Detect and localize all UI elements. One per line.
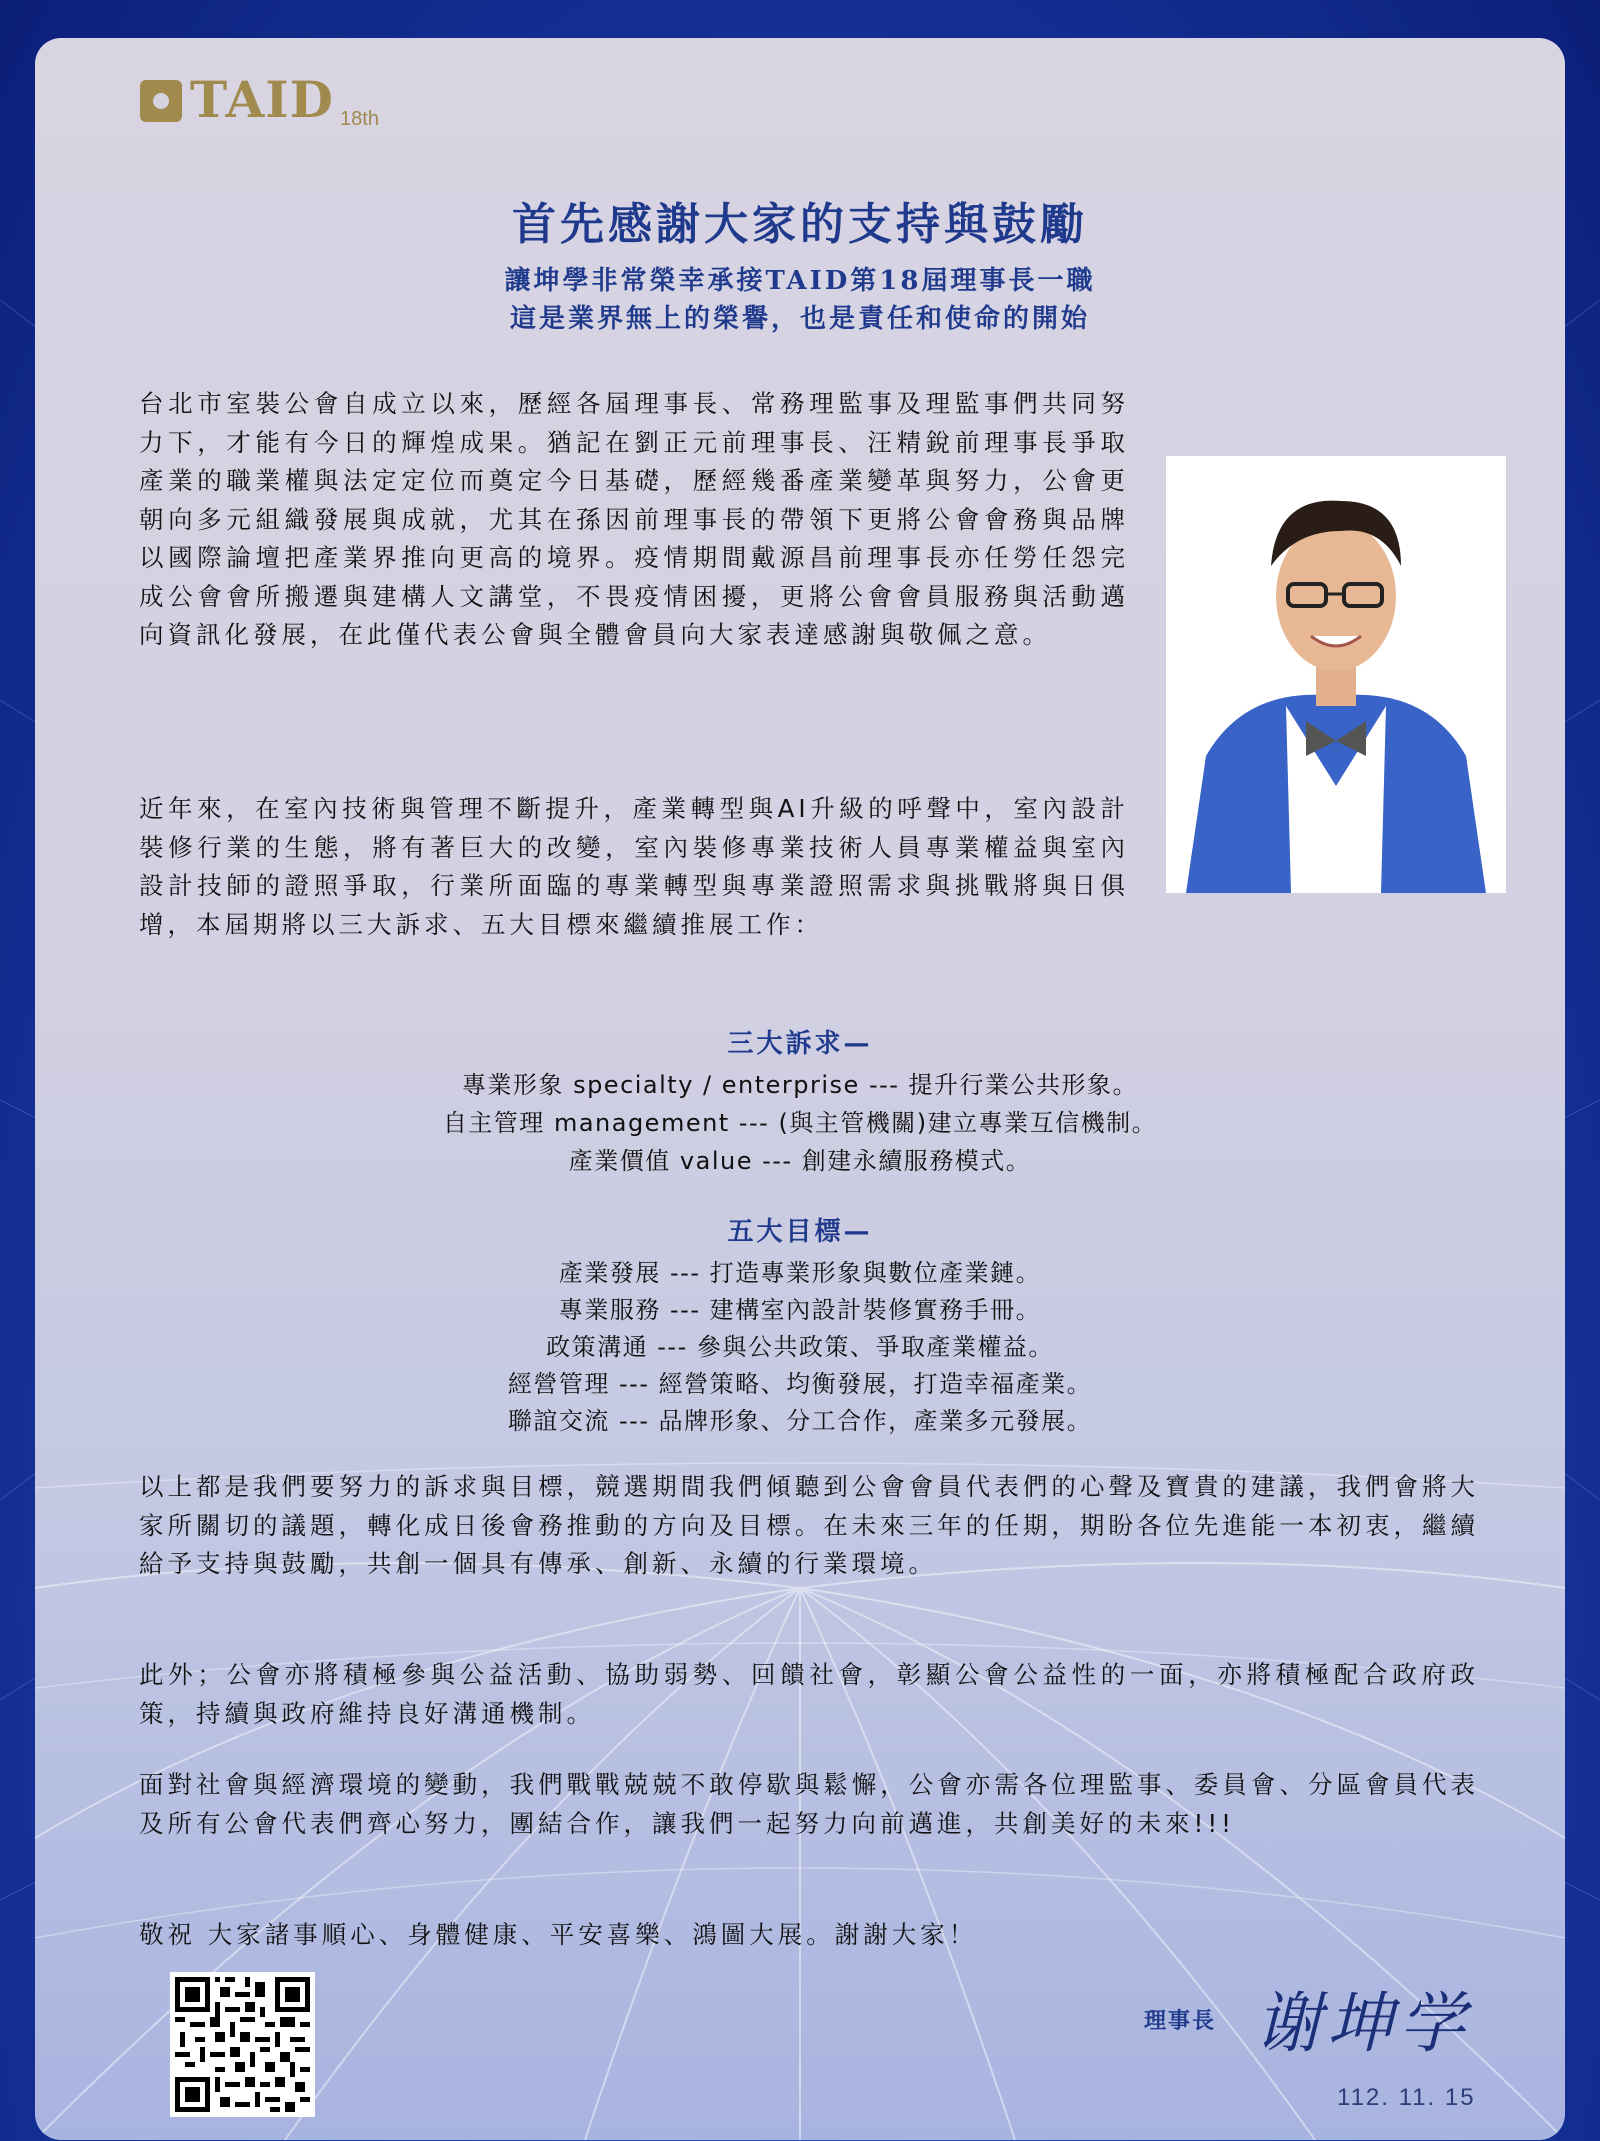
goal-item: 經營管理 --- 經營策略、均衡發展，打造幸福產業。 xyxy=(507,1370,1093,1398)
paragraph-public-welfare: 此外；公會亦將積極參與公益活動、協助弱勢、回饋社會，彰顯公會公益性的一面，亦將積極配合政府政策，持續與政府維持良好溝通機制。 xyxy=(139,1660,1479,1728)
letter-date: 112. 11. 15 xyxy=(1337,2084,1476,2111)
qr-code[interactable] xyxy=(170,1972,315,2117)
paragraph-wishes: 敬祝 大家諸事順心、身體健康、平安喜樂、鴻圖大展。謝謝大家！ xyxy=(139,1920,978,1949)
logo-mark-icon xyxy=(140,80,182,122)
goal-item: 專業服務 --- 建構室內設計裝修實務手冊。 xyxy=(558,1296,1042,1324)
paragraph-history: 台北市室裝公會自成立以來，歷經各屆理事長、常務理監事及理監事們共同努力下，才能有今日的輝煌成果。猶記在劉正元前理事長、汪精銳前理事長爭取產業的職業權與法定定位而奠定今日基礎，歷經幾番產業變革與努力，公會更朝向多元組織發展與成就，尤其在孫因前理事長的帶領下更將公會會務與品牌以國際論壇把產業界推向更高的境界。疫情期間戴源昌前理事長亦任勞任怨完成公會會所搬遷與建構人文講堂，不畏疫情困擾，更將公會會員服務與活動邁向資訊化發展，在此僅代表公會與全體會員向大家表達感謝與敬佩之意。 xyxy=(139,389,1129,649)
logo-text: TAID xyxy=(190,70,335,129)
subtitle-line-2: 這是業界無上的榮譽，也是責任和使命的開始 xyxy=(509,304,1090,334)
three-appeals-heading: 三大訴求— xyxy=(727,1029,873,1059)
paragraph-goals-summary: 以上都是我們要努力的訴求與目標，競選期間我們傾聽到公會會員代表們的心聲及寶貴的建議，我們會將大家所關切的議題，轉化成日後會務推動的方向及目標。在未來三年的任期，期盼各位先進能一本初衷，繼續給予支持與鼓勵，共創一個具有傳承、創新、永續的行業環境。 xyxy=(139,1472,1479,1578)
paragraph-outlook: 近年來，在室內技術與管理不斷提升，產業轉型與AI升級的呼聲中，室內設計裝修行業的生態，將有著巨大的改變，室內裝修專業技術人員專業權益與室內設計技師的證照爭取，行業所面臨的專業轉型與專業證照需求與挑戰將與日俱增，本屆期將以三大訴求、五大目標來繼續推展工作： xyxy=(139,794,1129,939)
letter-card xyxy=(35,38,1565,2140)
five-goals-heading: 五大目標— xyxy=(727,1217,873,1247)
taid-logo xyxy=(140,70,379,130)
goal-item: 產業發展 --- 打造專業形象與數位產業鏈。 xyxy=(558,1259,1042,1287)
chairman-photo xyxy=(1166,456,1506,893)
appeal-item: 自主管理 management --- (與主管機關)建立專業互信機制。 xyxy=(442,1109,1158,1137)
paragraph-closing: 面對社會與經濟環境的變動，我們戰戰兢兢不敢停歇與鬆懈，公會亦需各位理監事、委員會、分區會員代表及所有公會代表們齊心努力，團結合作，讓我們一起努力向前邁進，共創美好的未來!!! xyxy=(139,1770,1479,1838)
page-title: 首先感謝大家的支持與鼓勵 xyxy=(512,199,1088,250)
chairman-title: 理事長 xyxy=(1144,2008,1217,2034)
appeal-item: 專業形象 specialty / enterprise --- 提升行業公共形象。 xyxy=(461,1071,1139,1099)
goal-item: 政策溝通 --- 參與公共政策、爭取產業權益。 xyxy=(546,1333,1054,1361)
goal-item: 聯誼交流 --- 品牌形象、分工合作，產業多元發展。 xyxy=(507,1407,1093,1435)
chairman-signature: 谢坤学 xyxy=(1255,1985,1471,2062)
appeal-item: 產業價值 value --- 創建永續服務模式。 xyxy=(568,1147,1032,1175)
logo-edition: 18th xyxy=(340,108,379,130)
subtitle-line-1: 讓坤學非常榮幸承接TAID第18屆理事長一職 xyxy=(504,266,1096,296)
